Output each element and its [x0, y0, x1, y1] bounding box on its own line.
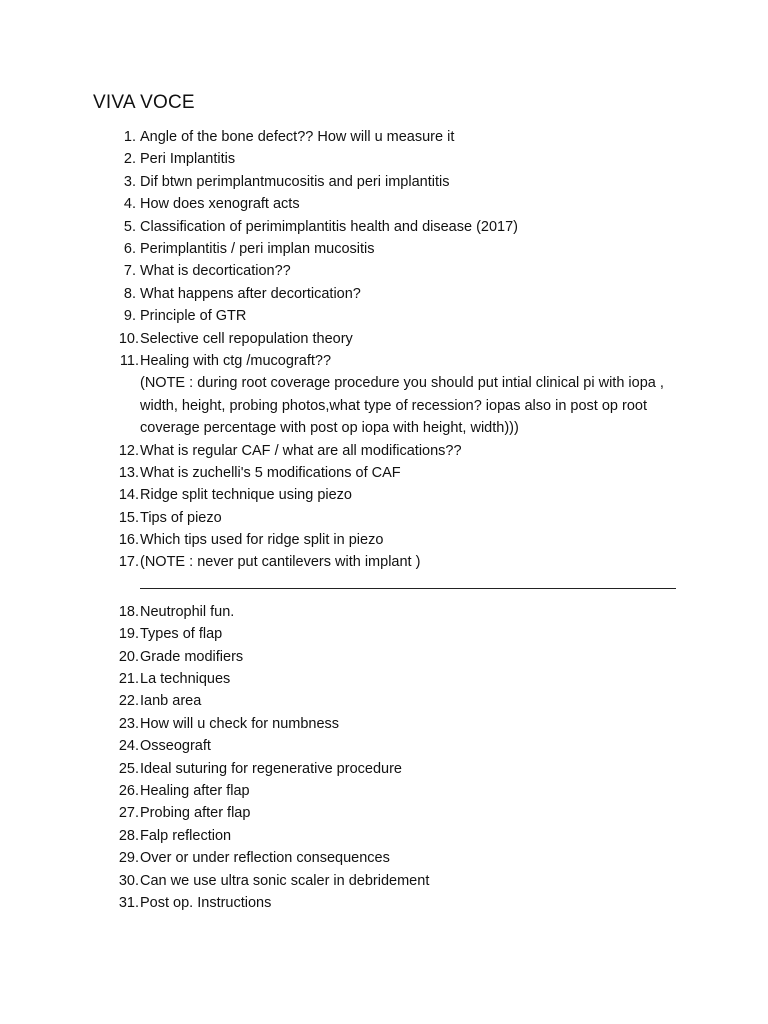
list-item-text: Neutrophil fun. — [140, 603, 235, 620]
list-item — [0, 350, 768, 372]
list-item-text: What is regular CAF / what are all modifications?? — [140, 442, 462, 459]
list-item-text: Grade modifiers — [140, 648, 244, 665]
list-item-number: 13. — [118, 464, 139, 481]
section-divider — [140, 588, 676, 589]
list-item-number: 9. — [123, 308, 136, 325]
list-item — [0, 193, 768, 215]
list-item-text: Falp reflection — [140, 827, 232, 844]
list-item — [0, 668, 768, 690]
list-item-number: 31. — [118, 894, 139, 911]
list-item — [0, 126, 768, 148]
list-item-text: Over or under reflection consequences — [140, 850, 390, 867]
list-item-number: 11. — [119, 352, 139, 369]
list-item — [0, 802, 768, 824]
question-list — [0, 126, 768, 914]
list-item-number: 28. — [118, 827, 139, 844]
list-item — [0, 780, 768, 802]
list-item-number: 4. — [123, 196, 136, 213]
list-item — [0, 328, 768, 350]
list-item-number: 1. — [123, 129, 136, 145]
list-item-text: Ideal suturing for regenerative procedure — [140, 760, 402, 777]
list-item — [0, 529, 768, 551]
spacer — [0, 574, 768, 588]
list-item-number: 21. — [118, 671, 139, 688]
list-item — [0, 283, 768, 305]
list-item — [0, 735, 768, 757]
list-item-text: How does xenograft acts — [140, 196, 300, 213]
list-item-number: 29. — [118, 850, 139, 867]
list-item — [0, 623, 768, 645]
list-item-number: 3. — [123, 173, 136, 190]
list-item-text: Ianb area — [140, 693, 202, 710]
list-item-text: What is zuchelli's 5 modifications of CAF — [140, 464, 401, 481]
list-item-text: Osseograft — [140, 738, 211, 755]
list-item-text: Tips of piezo — [140, 509, 222, 526]
list-item-number: 2. — [123, 151, 136, 168]
list-item-number: 27. — [118, 805, 139, 822]
list-item-text: Dif btwn perimplantmucositis and peri implantitis — [140, 173, 450, 190]
list-item-number: 18. — [118, 603, 139, 620]
list-item-number: 22. — [118, 693, 139, 710]
list-item-text: Angle of the bone defect?? How will u measure it — [140, 129, 455, 145]
list-item-number: 17. — [118, 554, 139, 571]
list-item-number: 10. — [118, 330, 139, 347]
list-item-text: How will u check for numbness — [140, 715, 340, 732]
list-item-text: Classification of perimimplantitis health and disease (2017) — [140, 218, 518, 235]
note-item-11: (NOTE : during root coverage procedure you should put intial clinical pi with iopa , width, height, probing photos,what type of recession? iopas also in post op root coverage percentage with post op iopa with height, width))) — [140, 375, 664, 437]
list-item — [0, 462, 768, 484]
list-item-text: What is decortication?? — [140, 263, 291, 280]
list-item-number: 26. — [118, 782, 139, 799]
list-item — [0, 216, 768, 238]
list-item — [0, 847, 768, 869]
list-item-number: 12. — [118, 442, 139, 459]
list-item-text: Can we use ultra sonic scaler in debridement — [140, 872, 430, 889]
list-item-number: 6. — [123, 240, 136, 257]
list-item-number: 24. — [118, 738, 139, 755]
list-item-number: 8. — [123, 285, 136, 302]
question-group-a — [0, 126, 768, 372]
list-item-text: (NOTE : never put cantilevers with implant ) — [140, 554, 421, 571]
list-item — [0, 601, 768, 623]
list-item — [0, 484, 768, 506]
list-item-number: 5. — [123, 218, 136, 235]
list-item-text: Perimplantitis / peri implan mucositis — [140, 240, 375, 257]
list-item-text: Healing with ctg /mucograft?? — [140, 352, 332, 369]
list-item — [0, 551, 768, 573]
list-item-text: Ridge split technique using piezo — [140, 487, 352, 504]
page-title: VIVA VOCE — [93, 92, 195, 113]
list-item-text: Types of flap — [140, 626, 223, 643]
list-item-text: Selective cell repopulation theory — [140, 330, 353, 347]
list-item-number: 15. — [118, 509, 139, 526]
list-item-number: 23. — [118, 715, 139, 732]
list-item-text: Post op. Instructions — [140, 894, 272, 911]
list-item-number: 7. — [123, 263, 136, 280]
list-item — [0, 305, 768, 327]
question-group-c — [0, 601, 768, 914]
list-item — [0, 713, 768, 735]
list-item — [0, 646, 768, 668]
list-item — [0, 238, 768, 260]
list-item — [0, 260, 768, 282]
list-item — [0, 870, 768, 892]
list-item — [0, 892, 768, 914]
list-item-number: 20. — [118, 648, 139, 665]
list-item-number: 19. — [118, 626, 139, 643]
list-item-number: 30. — [118, 872, 139, 889]
list-item — [0, 148, 768, 170]
list-item-text: La techniques — [140, 671, 231, 688]
list-item-number: 14. — [118, 487, 139, 504]
list-item-text: What happens after decortication? — [140, 285, 361, 302]
list-item-text: Peri Implantitis — [140, 151, 236, 168]
list-item-number: 16. — [118, 532, 139, 549]
list-item-text: Healing after flap — [140, 782, 250, 799]
question-group-b — [0, 440, 768, 574]
list-item — [0, 171, 768, 193]
list-item — [0, 758, 768, 780]
list-item — [0, 507, 768, 529]
list-item-text: Probing after flap — [140, 805, 251, 822]
list-item — [0, 440, 768, 462]
list-item-text: Which tips used for ridge split in piezo — [140, 532, 384, 549]
list-item — [0, 690, 768, 712]
list-item — [0, 825, 768, 847]
list-item-number: 25. — [118, 760, 139, 777]
list-item-text: Principle of GTR — [140, 308, 247, 325]
